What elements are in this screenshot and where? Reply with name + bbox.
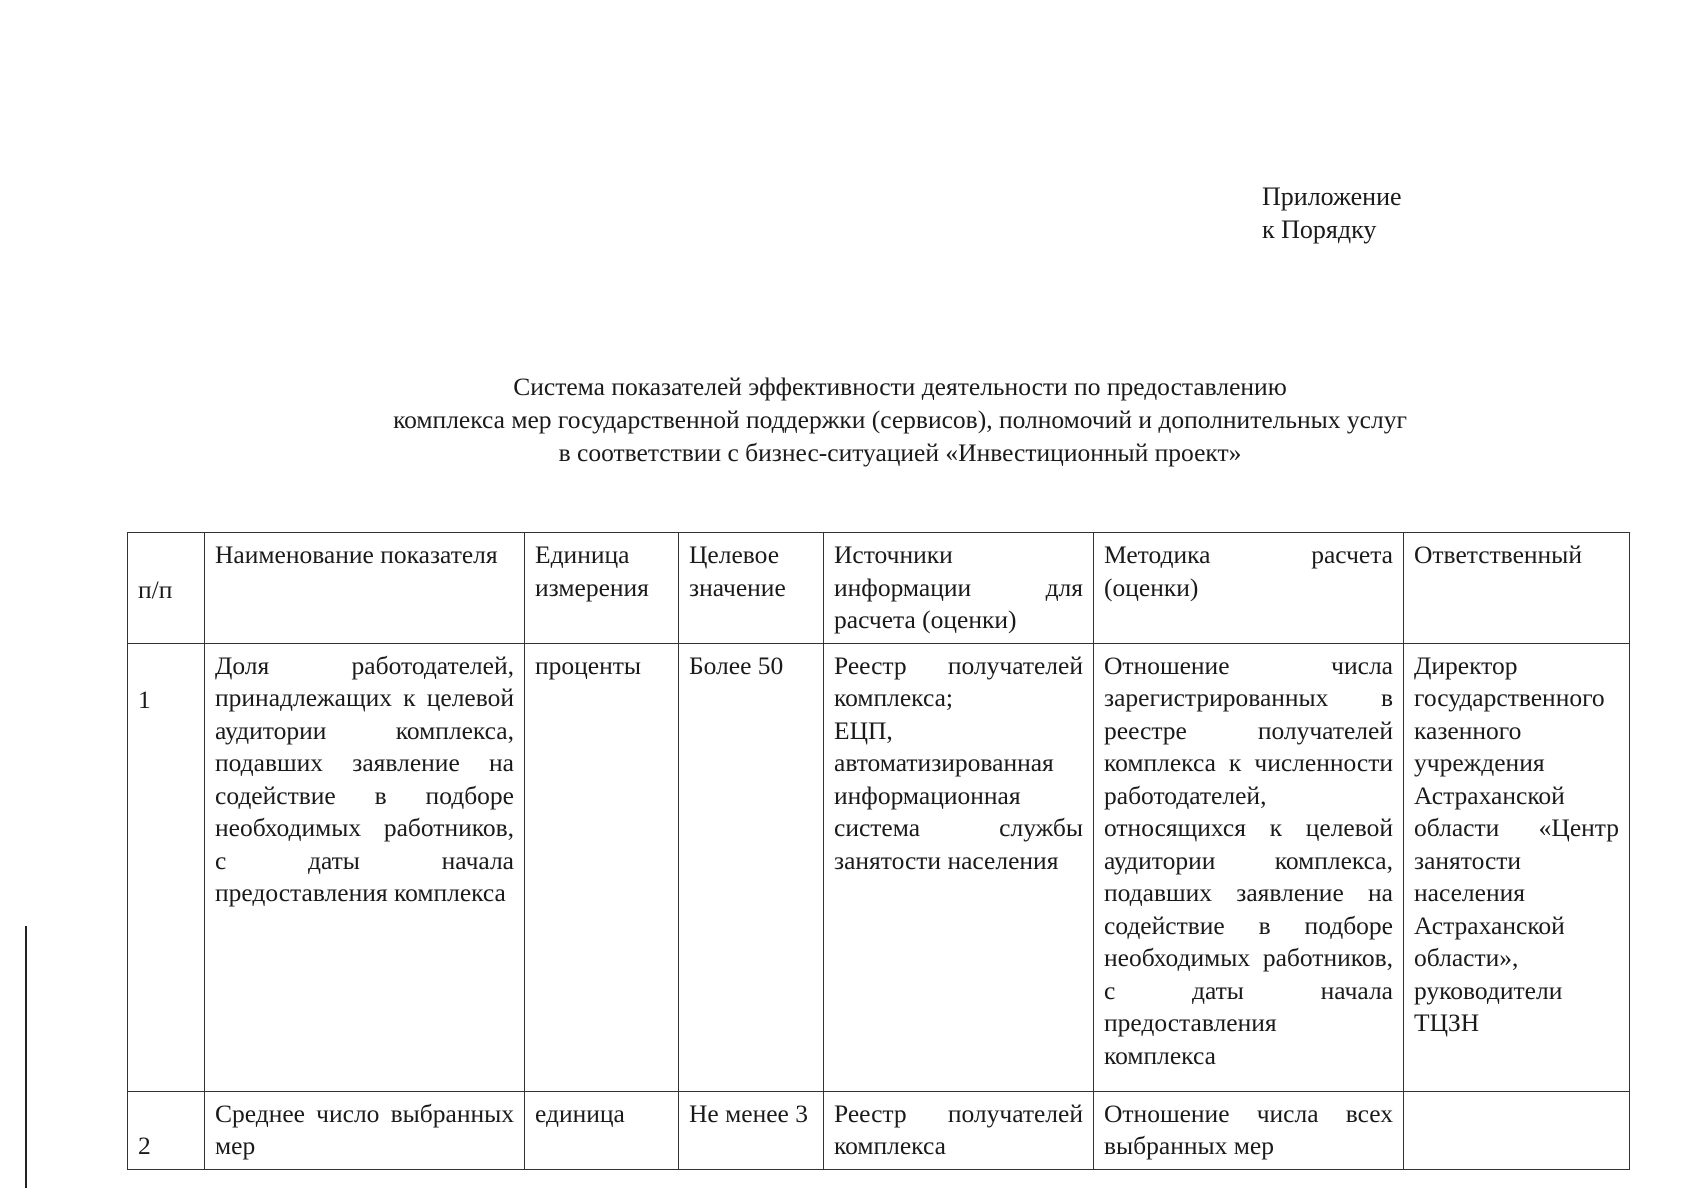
indicators-table <box>127 532 1630 1170</box>
row-sources: Реестр получателей комплекса; ЕЦП, автоматизированная информационная система службы занятости населения <box>824 643 1094 1091</box>
row-target: Более 50 <box>679 643 824 1091</box>
appendix-line-1: Приложение <box>1262 182 1402 211</box>
appendix-note <box>1262 180 1402 246</box>
row-name: Доля работодателей, принадлежащих к целевой аудитории комплекса, подавших заявление на содействие в подборе необходимых работников, с даты начала предоставления комплекса <box>205 643 525 1091</box>
table-header-row <box>128 533 1630 644</box>
appendix-line-2: к Порядку <box>1262 215 1377 244</box>
title-line-1: Система показателей эффективности деятельности по предоставлению <box>513 372 1287 401</box>
table-row <box>128 643 1630 1091</box>
row-responsible <box>1404 1091 1630 1169</box>
header-target: Целевое значение <box>679 533 824 644</box>
row-num: 2 <box>128 1091 205 1169</box>
row-name: Среднее число выбранных мер <box>205 1091 525 1169</box>
title-line-2: комплекса мер государственной поддержки (сервисов), полномочий и дополнительных услуг <box>393 405 1407 434</box>
row-responsible: Директор государственного казенного учреждения Астраханской области «Центр занятости населения Астраханской области», руководители ТЦЗН <box>1404 643 1630 1091</box>
row-num: 1 <box>128 643 205 1091</box>
header-name: Наименование показателя <box>205 533 525 644</box>
header-responsible: Ответственный <box>1404 533 1630 644</box>
document-title <box>0 370 1696 469</box>
header-unit: Единица измерения <box>525 533 679 644</box>
scan-margin-line <box>25 926 27 1188</box>
row-target: Не менее 3 <box>679 1091 824 1169</box>
row-unit: единица <box>525 1091 679 1169</box>
row-method: Отношение числа всех выбранных мер <box>1094 1091 1404 1169</box>
row-sources: Реестр получателей комплекса <box>824 1091 1094 1169</box>
table-row <box>128 1091 1630 1169</box>
header-method: Методика расчета (оценки) <box>1094 533 1404 644</box>
title-line-3: в соответствии с бизнес-ситуацией «Инвестиционный проект» <box>558 438 1242 467</box>
header-sources: Источники информации для расчета (оценки) <box>824 533 1094 644</box>
row-unit: проценты <box>525 643 679 1091</box>
header-num: п/п <box>128 533 205 644</box>
row-method: Отношение числа зарегистрированных в реестре получателей комплекса к численности работодателей, относящихся к целевой аудитории комплекса, подавших заявление на содействие в подборе необходимых работников, с даты начала предоставления комплекса <box>1094 643 1404 1091</box>
